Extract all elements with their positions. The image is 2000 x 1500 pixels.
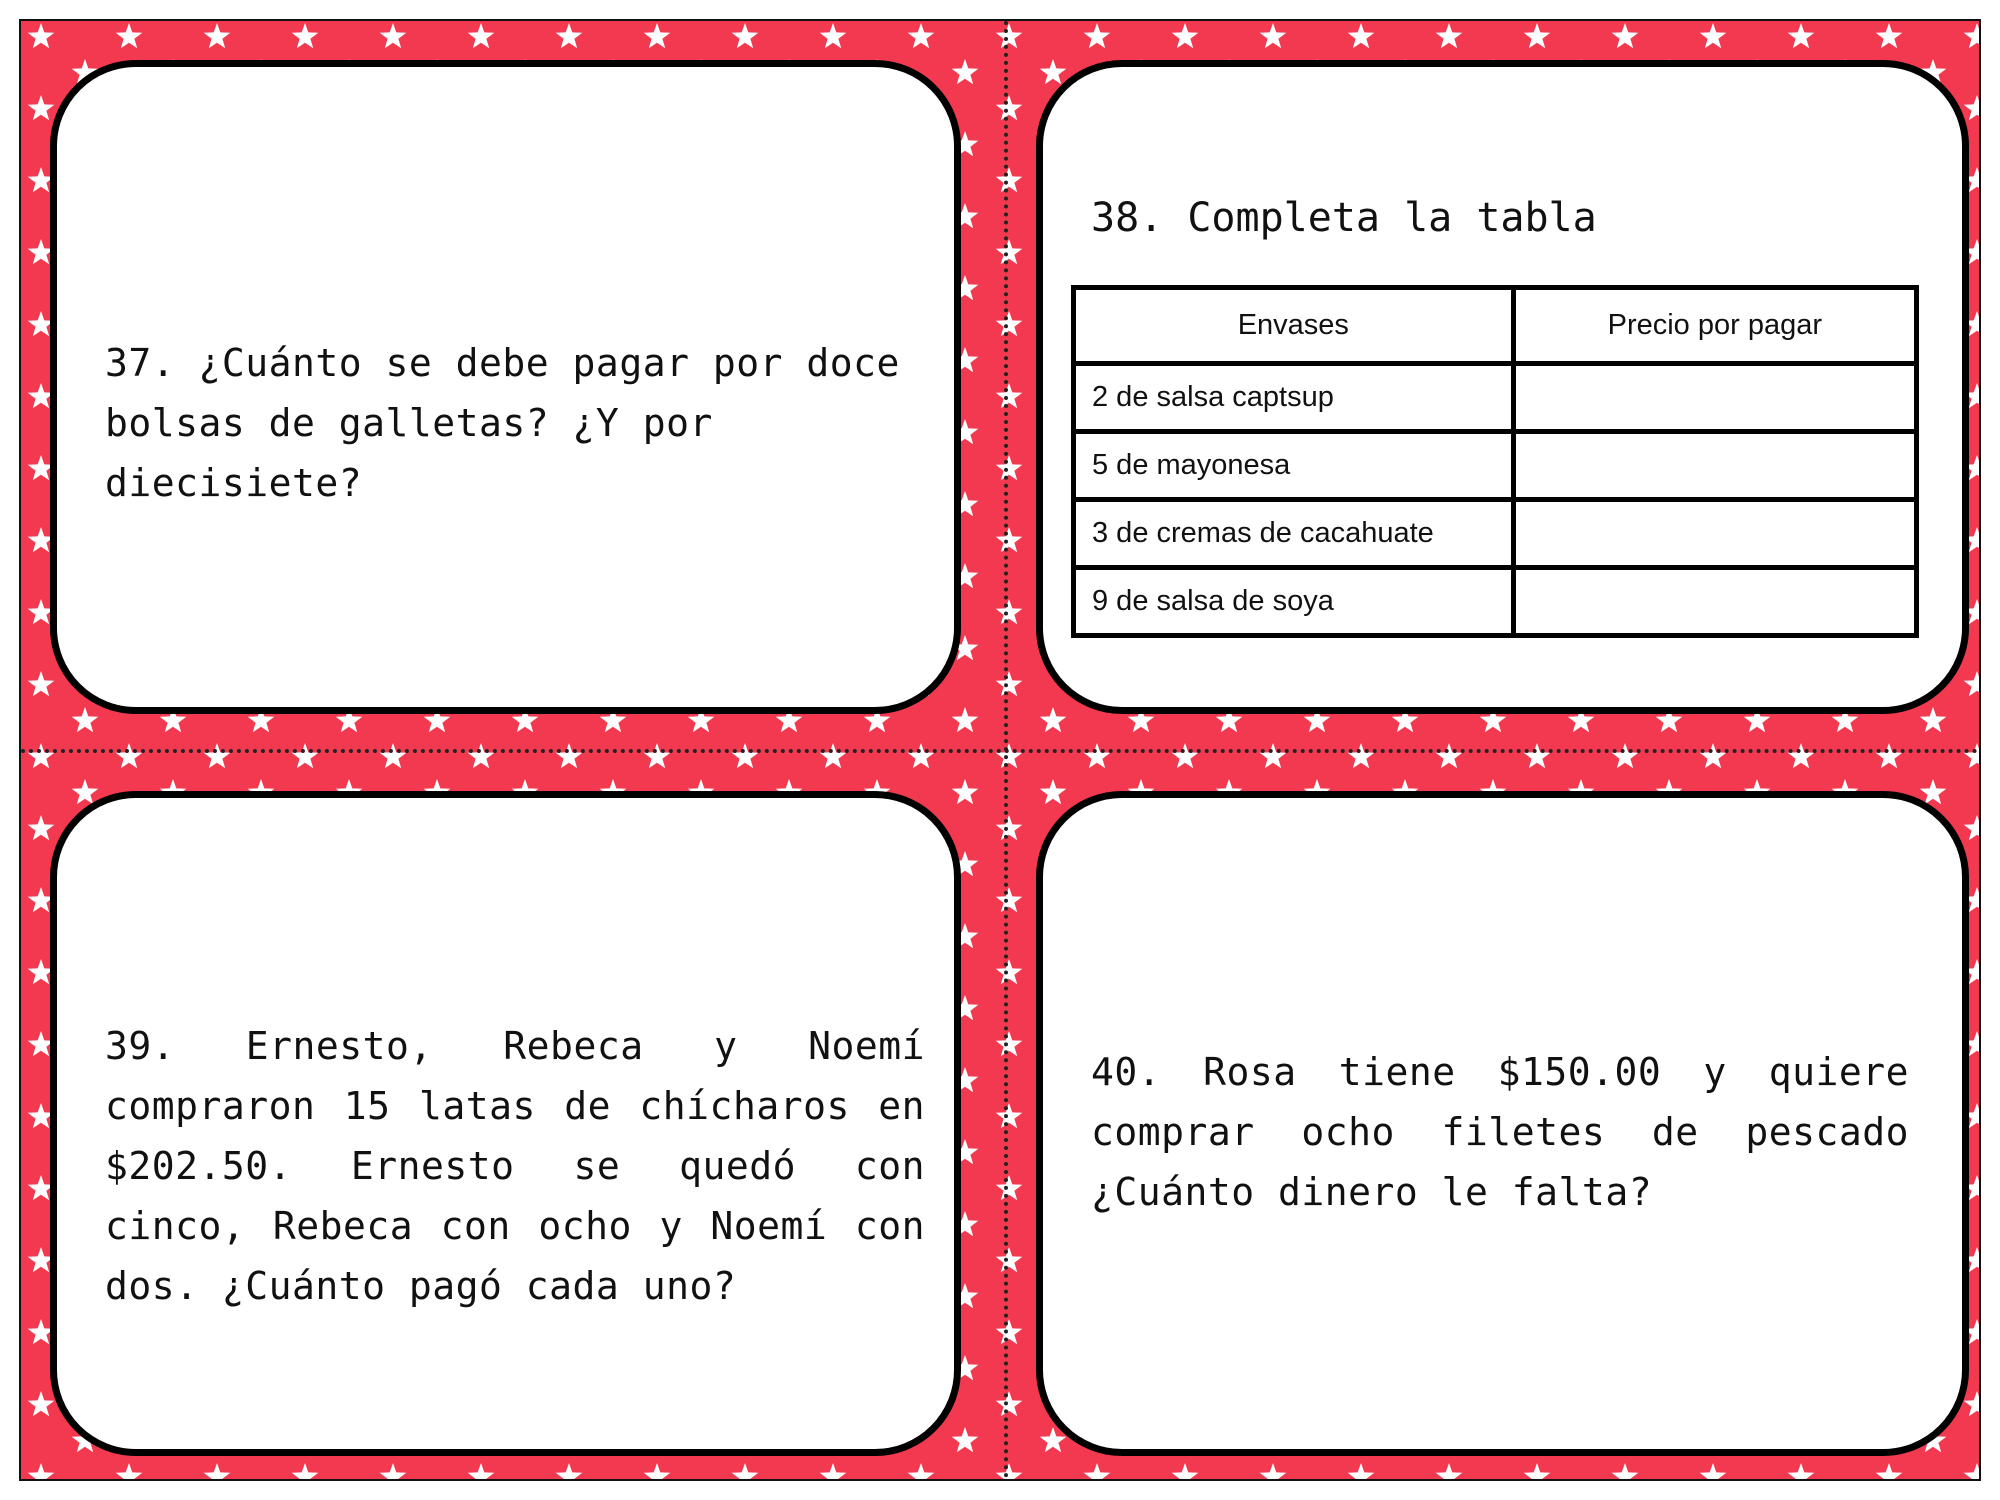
table-row: [1074, 568, 1917, 636]
column-header-price: Precio por pagar: [1513, 288, 1916, 364]
table-cell-price-blank: [1513, 364, 1916, 432]
table-cell-price-blank: [1513, 432, 1916, 500]
table-row: [1074, 432, 1917, 500]
question-39-text: 39. Ernesto, Rebeca y Noemí compraron 15 latas de chícharos en $202.50. Ernesto se quedó con cinco, Rebeca con ocho y Noemí con dos. ¿Cuánto pagó cada uno?: [105, 1024, 925, 1308]
table-row: [1074, 364, 1917, 432]
table-header-row: [1074, 288, 1917, 364]
question-38-title: 38. Completa la tabla: [1091, 195, 1597, 241]
column-header-containers: Envases: [1074, 288, 1514, 364]
table-cell-containers: 3 de cremas de cacahuate: [1074, 500, 1514, 568]
task-card-sheet: [19, 19, 1981, 1481]
task-card-39: [50, 791, 961, 1456]
containers-price-table: [1071, 285, 1919, 638]
table-cell-containers: 5 de mayonesa: [1074, 432, 1514, 500]
task-card-40: [1036, 791, 1969, 1456]
horizontal-cut-line: [21, 749, 1979, 753]
question-37-text: 37. ¿Cuánto se debe pagar por doce bolsas de galletas? ¿Y por diecisiete?: [105, 341, 900, 505]
table-cell-price-blank: [1513, 500, 1916, 568]
task-card-38: [1036, 60, 1969, 714]
table-cell-containers: 2 de salsa captsup: [1074, 364, 1514, 432]
task-card-37: [50, 60, 961, 714]
question-40-text: 40. Rosa tiene $150.00 y quiere comprar ocho filetes de pescado ¿Cuánto dinero le falta?: [1091, 1050, 1909, 1214]
table-cell-containers: 9 de salsa de soya: [1074, 568, 1514, 636]
table-row: [1074, 500, 1917, 568]
table-cell-price-blank: [1513, 568, 1916, 636]
